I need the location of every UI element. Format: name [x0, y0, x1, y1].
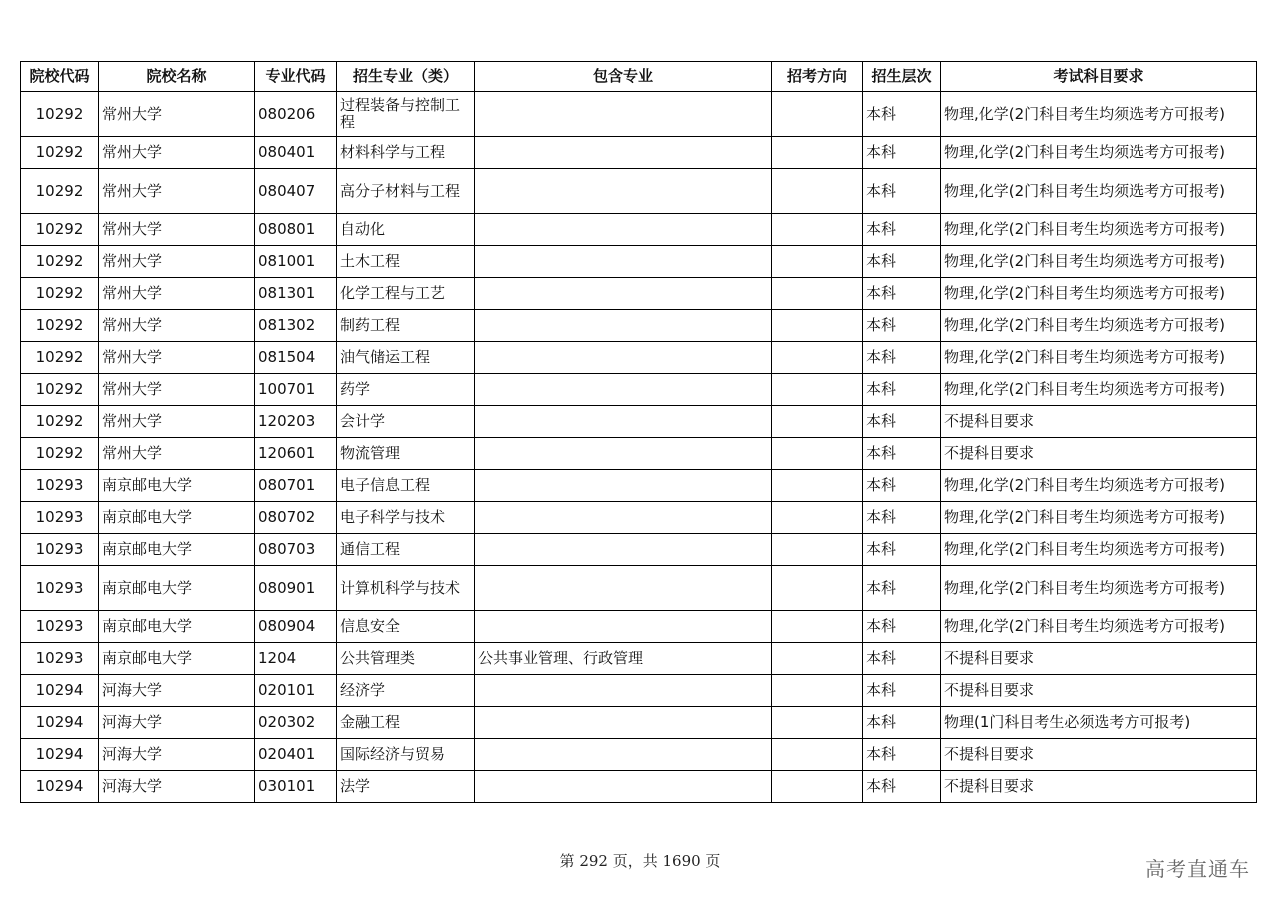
major-code-cell: 120601	[255, 438, 337, 470]
level-cell: 本科	[863, 278, 941, 310]
major-cell: 物流管理	[337, 438, 475, 470]
included-majors-cell	[475, 310, 772, 342]
included-majors-cell	[475, 137, 772, 169]
included-majors-cell	[475, 534, 772, 566]
included-majors-cell: 公共事业管理、行政管理	[475, 643, 772, 675]
school-code-cell: 10292	[21, 169, 99, 214]
included-majors-cell	[475, 246, 772, 278]
included-majors-cell	[475, 566, 772, 611]
direction-cell	[772, 342, 863, 374]
requirement-cell: 不提科目要求	[941, 406, 1257, 438]
table-header	[21, 62, 1257, 92]
table-row	[21, 310, 1257, 342]
table-row	[21, 246, 1257, 278]
major-code-cell: 080701	[255, 470, 337, 502]
direction-cell	[772, 406, 863, 438]
school-code-cell: 10293	[21, 502, 99, 534]
school-code-cell: 10292	[21, 278, 99, 310]
school-code-cell: 10293	[21, 611, 99, 643]
table-row	[21, 438, 1257, 470]
direction-cell	[772, 214, 863, 246]
table-row	[21, 707, 1257, 739]
requirement-cell: 不提科目要求	[941, 771, 1257, 803]
school-code-cell: 10294	[21, 739, 99, 771]
direction-cell	[772, 771, 863, 803]
requirement-cell: 不提科目要求	[941, 643, 1257, 675]
school-name-cell: 常州大学	[99, 246, 255, 278]
direction-cell	[772, 502, 863, 534]
major-code-cell: 020101	[255, 675, 337, 707]
school-code-cell: 10292	[21, 438, 99, 470]
major-cell: 土木工程	[337, 246, 475, 278]
major-code-cell: 1204	[255, 643, 337, 675]
table-row	[21, 502, 1257, 534]
major-cell: 化学工程与工艺	[337, 278, 475, 310]
included-majors-cell	[475, 739, 772, 771]
school-code-cell: 10292	[21, 310, 99, 342]
requirement-cell: 不提科目要求	[941, 739, 1257, 771]
level-cell: 本科	[863, 771, 941, 803]
major-cell: 法学	[337, 771, 475, 803]
included-majors-cell	[475, 169, 772, 214]
school-code-cell: 10292	[21, 214, 99, 246]
major-code-cell: 081301	[255, 278, 337, 310]
major-code-cell: 080904	[255, 611, 337, 643]
requirement-cell: 物理,化学(2门科目考生均须选考方可报考)	[941, 470, 1257, 502]
level-cell: 本科	[863, 534, 941, 566]
school-name-cell: 南京邮电大学	[99, 566, 255, 611]
direction-cell	[772, 470, 863, 502]
school-name-cell: 常州大学	[99, 137, 255, 169]
school-name-cell: 河海大学	[99, 707, 255, 739]
school-name-cell: 常州大学	[99, 438, 255, 470]
major-cell: 药学	[337, 374, 475, 406]
school-name-cell: 南京邮电大学	[99, 502, 255, 534]
level-cell: 本科	[863, 707, 941, 739]
level-cell: 本科	[863, 169, 941, 214]
major-cell: 公共管理类	[337, 643, 475, 675]
requirement-cell: 物理,化学(2门科目考生均须选考方可报考)	[941, 92, 1257, 137]
direction-cell	[772, 566, 863, 611]
major-cell: 电子科学与技术	[337, 502, 475, 534]
school-name-cell: 河海大学	[99, 771, 255, 803]
included-majors-cell	[475, 342, 772, 374]
direction-cell	[772, 310, 863, 342]
school-code-cell: 10294	[21, 771, 99, 803]
included-majors-cell	[475, 771, 772, 803]
major-code-cell: 080703	[255, 534, 337, 566]
table-row	[21, 92, 1257, 137]
table-row	[21, 739, 1257, 771]
direction-cell	[772, 643, 863, 675]
school-code-cell: 10292	[21, 137, 99, 169]
requirement-cell: 不提科目要求	[941, 438, 1257, 470]
table-body	[21, 92, 1257, 803]
major-code-cell: 080801	[255, 214, 337, 246]
requirement-cell: 物理,化学(2门科目考生均须选考方可报考)	[941, 246, 1257, 278]
major-cell: 通信工程	[337, 534, 475, 566]
included-majors-cell	[475, 406, 772, 438]
requirement-cell: 物理,化学(2门科目考生均须选考方可报考)	[941, 502, 1257, 534]
requirement-cell: 物理,化学(2门科目考生均须选考方可报考)	[941, 611, 1257, 643]
level-cell: 本科	[863, 502, 941, 534]
included-majors-cell	[475, 438, 772, 470]
major-code-cell: 120203	[255, 406, 337, 438]
level-cell: 本科	[863, 406, 941, 438]
direction-cell	[772, 534, 863, 566]
direction-cell	[772, 246, 863, 278]
major-header: 招生专业（类）	[337, 62, 475, 92]
major-code-cell: 081504	[255, 342, 337, 374]
requirement-cell: 不提科目要求	[941, 675, 1257, 707]
school-code-cell: 10294	[21, 675, 99, 707]
school-name-cell: 常州大学	[99, 92, 255, 137]
level-cell: 本科	[863, 374, 941, 406]
major-code-cell: 080407	[255, 169, 337, 214]
major-cell: 信息安全	[337, 611, 475, 643]
level-cell: 本科	[863, 470, 941, 502]
direction-cell	[772, 611, 863, 643]
included-majors-header: 包含专业	[475, 62, 772, 92]
school-code-cell: 10292	[21, 406, 99, 438]
included-majors-cell	[475, 470, 772, 502]
school-code-cell: 10293	[21, 566, 99, 611]
included-majors-cell	[475, 611, 772, 643]
table-row	[21, 169, 1257, 214]
direction-cell	[772, 675, 863, 707]
major-cell: 制药工程	[337, 310, 475, 342]
direction-cell	[772, 374, 863, 406]
level-cell: 本科	[863, 611, 941, 643]
major-cell: 计算机科学与技术	[337, 566, 475, 611]
major-cell: 会计学	[337, 406, 475, 438]
school-name-cell: 河海大学	[99, 739, 255, 771]
requirement-cell: 物理,化学(2门科目考生均须选考方可报考)	[941, 278, 1257, 310]
major-cell: 电子信息工程	[337, 470, 475, 502]
major-code-cell: 030101	[255, 771, 337, 803]
requirement-cell: 物理,化学(2门科目考生均须选考方可报考)	[941, 566, 1257, 611]
included-majors-cell	[475, 214, 772, 246]
included-majors-cell	[475, 707, 772, 739]
table-row	[21, 534, 1257, 566]
table-row	[21, 278, 1257, 310]
school-name-cell: 常州大学	[99, 342, 255, 374]
level-cell: 本科	[863, 566, 941, 611]
major-code-cell: 081001	[255, 246, 337, 278]
school-code-cell: 10293	[21, 643, 99, 675]
major-code-cell: 080401	[255, 137, 337, 169]
major-code-cell: 020302	[255, 707, 337, 739]
direction-cell	[772, 739, 863, 771]
requirement-cell: 物理(1门科目考生必须选考方可报考)	[941, 707, 1257, 739]
requirement-cell: 物理,化学(2门科目考生均须选考方可报考)	[941, 169, 1257, 214]
level-cell: 本科	[863, 246, 941, 278]
school-name-cell: 常州大学	[99, 278, 255, 310]
school-code-cell: 10292	[21, 374, 99, 406]
requirement-cell: 物理,化学(2门科目考生均须选考方可报考)	[941, 214, 1257, 246]
school-name-cell: 常州大学	[99, 169, 255, 214]
major-code-cell: 020401	[255, 739, 337, 771]
table-row	[21, 406, 1257, 438]
direction-cell	[772, 278, 863, 310]
major-cell: 金融工程	[337, 707, 475, 739]
included-majors-cell	[475, 278, 772, 310]
direction-cell	[772, 137, 863, 169]
level-cell: 本科	[863, 214, 941, 246]
school-name-cell: 常州大学	[99, 406, 255, 438]
table-row	[21, 566, 1257, 611]
major-code-cell: 080206	[255, 92, 337, 137]
table-row	[21, 470, 1257, 502]
table-row	[21, 214, 1257, 246]
major-cell: 经济学	[337, 675, 475, 707]
school-code-cell: 10292	[21, 342, 99, 374]
school-code-header: 院校代码	[21, 62, 99, 92]
school-name-cell: 常州大学	[99, 214, 255, 246]
major-cell: 自动化	[337, 214, 475, 246]
direction-cell	[772, 92, 863, 137]
school-code-cell: 10292	[21, 92, 99, 137]
level-cell: 本科	[863, 438, 941, 470]
requirement-cell: 物理,化学(2门科目考生均须选考方可报考)	[941, 534, 1257, 566]
major-code-header: 专业代码	[255, 62, 337, 92]
major-code-cell: 080901	[255, 566, 337, 611]
major-code-cell: 100701	[255, 374, 337, 406]
school-name-cell: 河海大学	[99, 675, 255, 707]
table-row	[21, 342, 1257, 374]
school-code-cell: 10292	[21, 246, 99, 278]
major-code-cell: 080702	[255, 502, 337, 534]
level-cell: 本科	[863, 137, 941, 169]
direction-cell	[772, 707, 863, 739]
level-header: 招生层次	[863, 62, 941, 92]
page-indicator: 第 292 页，共 1690 页	[559, 852, 721, 870]
level-cell: 本科	[863, 310, 941, 342]
included-majors-cell	[475, 374, 772, 406]
admissions-table	[20, 61, 1257, 803]
included-majors-cell	[475, 502, 772, 534]
level-cell: 本科	[863, 92, 941, 137]
school-code-cell: 10294	[21, 707, 99, 739]
level-cell: 本科	[863, 675, 941, 707]
requirement-cell: 物理,化学(2门科目考生均须选考方可报考)	[941, 310, 1257, 342]
level-cell: 本科	[863, 643, 941, 675]
school-name-cell: 常州大学	[99, 310, 255, 342]
major-cell: 材料科学与工程	[337, 137, 475, 169]
school-name-cell: 南京邮电大学	[99, 534, 255, 566]
school-name-cell: 南京邮电大学	[99, 643, 255, 675]
direction-cell	[772, 169, 863, 214]
school-code-cell: 10293	[21, 534, 99, 566]
table-row	[21, 611, 1257, 643]
table-row	[21, 374, 1257, 406]
included-majors-cell	[475, 92, 772, 137]
school-name-cell: 常州大学	[99, 374, 255, 406]
school-name-cell: 南京邮电大学	[99, 470, 255, 502]
requirement-cell: 物理,化学(2门科目考生均须选考方可报考)	[941, 137, 1257, 169]
requirement-cell: 物理,化学(2门科目考生均须选考方可报考)	[941, 342, 1257, 374]
school-code-cell: 10293	[21, 470, 99, 502]
table-row	[21, 643, 1257, 675]
major-code-cell: 081302	[255, 310, 337, 342]
requirement-header: 考试科目要求	[941, 62, 1257, 92]
watermark-text: 高考直通车	[1145, 857, 1250, 881]
requirement-cell: 物理,化学(2门科目考生均须选考方可报考)	[941, 374, 1257, 406]
included-majors-cell	[475, 675, 772, 707]
table-row	[21, 771, 1257, 803]
major-cell: 国际经济与贸易	[337, 739, 475, 771]
school-name-cell: 南京邮电大学	[99, 611, 255, 643]
major-cell: 高分子材料与工程	[337, 169, 475, 214]
level-cell: 本科	[863, 739, 941, 771]
level-cell: 本科	[863, 342, 941, 374]
table-row	[21, 137, 1257, 169]
major-cell: 过程装备与控制工程	[337, 92, 475, 137]
major-cell: 油气储运工程	[337, 342, 475, 374]
direction-header: 招考方向	[772, 62, 863, 92]
school-name-header: 院校名称	[99, 62, 255, 92]
direction-cell	[772, 438, 863, 470]
table-row	[21, 675, 1257, 707]
header-row	[21, 62, 1257, 92]
